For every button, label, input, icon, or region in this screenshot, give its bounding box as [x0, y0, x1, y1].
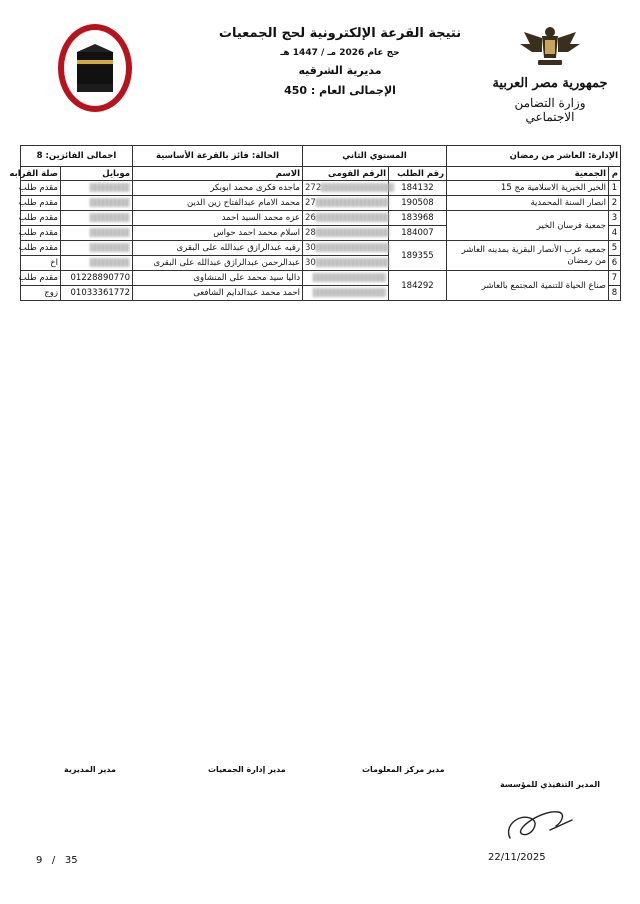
col-num: م: [609, 167, 621, 181]
row-national-id: [303, 196, 389, 211]
redacted-id: [321, 183, 394, 192]
grand-total-value: 450: [284, 84, 308, 97]
row-association: انصار السنة المحمدية: [447, 196, 609, 211]
ministry-logo: [490, 22, 610, 124]
row-name: ماجده فكرى محمد ابوبكر: [133, 181, 303, 196]
row-name: عبدالرحمن عبدالرازق عبدالله على البقرى: [133, 256, 303, 271]
row-relation: مقدم طلب: [21, 226, 61, 241]
page-title: نتيجة القرعة الإلكترونية لحج الجمعيات: [218, 26, 462, 41]
row-national-id: [303, 256, 389, 271]
row-name: محمد الامام عبدالفتاح زين الدين: [133, 196, 303, 211]
grand-total: [200, 84, 480, 97]
col-association: الجمعية: [447, 167, 609, 181]
redacted-id: [313, 273, 386, 282]
page-counter: [36, 855, 78, 866]
row-num: 2: [609, 196, 621, 211]
row-num: 4: [609, 226, 621, 241]
redacted-id: [316, 198, 389, 207]
sig-associations: مدير إدارة الجمعيات: [208, 765, 286, 774]
header-row: [21, 167, 621, 181]
page-total: 35: [64, 855, 78, 866]
col-mobile: موبايل: [61, 167, 133, 181]
row-num: 5: [609, 241, 621, 256]
admin-cell: [447, 146, 621, 167]
report-date: 22/11/2025: [488, 852, 546, 863]
table-row: [21, 211, 621, 226]
row-national-id: [303, 286, 389, 301]
admin-value: العاشر من رمضان: [509, 151, 586, 161]
col-name: الاسم: [133, 167, 303, 181]
row-association: جمعيه عرب الأنصار البقرية بمدينه العاشر من رمضان: [447, 241, 609, 271]
row-request-no: 189355: [389, 241, 447, 271]
row-name: اسلام محمد احمد حواس: [133, 226, 303, 241]
redacted-mobile: [90, 198, 130, 207]
status-cell: [133, 146, 303, 167]
col-request-no: رقم الطلب: [389, 167, 447, 181]
grand-total-label: الإجمالى العام :: [310, 84, 396, 97]
sig-info-center: مدير مركز المعلومات: [362, 765, 445, 774]
row-national-id: [303, 181, 389, 196]
row-relation: زوج: [21, 286, 61, 301]
row-num: 3: [609, 211, 621, 226]
row-relation: مقدم طلب: [21, 181, 61, 196]
row-name: داليا سيد محمد على المنشاوى: [133, 271, 303, 286]
sig-executive: المدير التنفيذي للمؤسسة: [499, 780, 600, 789]
row-national-id: [303, 271, 389, 286]
national-id-prefix: 26: [305, 213, 316, 223]
eagle-emblem-icon: [490, 22, 610, 76]
redacted-id: [313, 288, 386, 297]
row-relation: مقدم طلب: [21, 241, 61, 256]
winners-cell: [21, 146, 133, 167]
col-national-id: الرقم القومى: [303, 167, 389, 181]
national-id-prefix: 28: [305, 228, 316, 238]
redacted-id: [316, 213, 389, 222]
row-national-id: [303, 226, 389, 241]
table-row: [21, 241, 621, 256]
redacted-id: [316, 258, 389, 267]
redacted-mobile: [90, 183, 130, 192]
redacted-mobile: [90, 228, 130, 237]
row-request-no: 183968: [389, 211, 447, 226]
kaaba-badge-icon: [56, 22, 134, 114]
row-relation: اخ: [21, 256, 61, 271]
row-association: الخير الخيرية الاسلامية مج 15: [447, 181, 609, 196]
row-request-no: 184292: [389, 271, 447, 301]
row-mobile: [61, 241, 133, 256]
status-value: فائز بالقرعة الأساسية: [155, 151, 249, 161]
row-name: عزه محمد السيد احمد: [133, 211, 303, 226]
row-name: احمد محمد عبدالدايم الشافعى: [133, 286, 303, 301]
redacted-id: [316, 243, 389, 252]
row-national-id: [303, 211, 389, 226]
winners-label: اجمالى الفائزين:: [45, 151, 117, 161]
association-logo: [56, 22, 134, 114]
status-label: الحالة:: [251, 151, 279, 161]
row-name: رقيه عبدالرازق عبدالله على البقرى: [133, 241, 303, 256]
row-mobile: [61, 181, 133, 196]
national-id-prefix: 272: [305, 183, 322, 193]
national-id-prefix: 27: [305, 198, 316, 208]
row-national-id: [303, 241, 389, 256]
national-id-prefix: 30: [305, 243, 316, 253]
row-relation: مقدم طلب: [21, 271, 61, 286]
row-mobile: 01228890770: [61, 271, 133, 286]
table-row: [21, 196, 621, 211]
table-row: [21, 181, 621, 196]
directorate-name: مديرية الشرقيه: [298, 64, 382, 77]
page-subtitle: حج عام 2026 مـ / 1447 هـ: [280, 48, 400, 58]
redacted-mobile: [90, 258, 130, 267]
table-row: [21, 271, 621, 286]
page-separator: /: [51, 855, 56, 866]
page-current: 9: [36, 855, 43, 866]
row-mobile: [61, 226, 133, 241]
row-association: جمعية فرسان الخير: [447, 211, 609, 241]
admin-label: الإدارة:: [588, 151, 618, 161]
row-relation: مقدم طلب: [21, 211, 61, 226]
col-relation: صلة القرابه: [21, 167, 61, 181]
row-num: 8: [609, 286, 621, 301]
handwritten-signature: [500, 800, 580, 845]
redacted-mobile: [90, 213, 130, 222]
redacted-id: [316, 228, 389, 237]
row-request-no: 190508: [389, 196, 447, 211]
row-num: 7: [609, 271, 621, 286]
row-num: 6: [609, 256, 621, 271]
row-mobile: [61, 196, 133, 211]
winners-value: 8: [36, 151, 43, 161]
ministry-name: وزارة التضامن الاجتماعي: [514, 96, 586, 124]
national-id-prefix: 30: [305, 258, 316, 268]
row-request-no: 184132: [389, 181, 447, 196]
row-num: 1: [609, 181, 621, 196]
winners-table: [9, 145, 621, 301]
redacted-mobile: [90, 243, 130, 252]
country-name: جمهورية مصر العربية: [492, 76, 608, 91]
row-association: صناع الحياة للتنمية المجتمع بالعاشر: [447, 271, 609, 301]
row-mobile: [61, 256, 133, 271]
sig-directorate: مدير المديرية: [64, 765, 116, 774]
row-mobile: [61, 211, 133, 226]
row-relation: مقدم طلب: [21, 196, 61, 211]
info-row: [21, 146, 621, 167]
row-mobile: 01033361772: [61, 286, 133, 301]
level-cell: المستوي الثاني: [303, 146, 447, 167]
row-request-no: 184007: [389, 226, 447, 241]
